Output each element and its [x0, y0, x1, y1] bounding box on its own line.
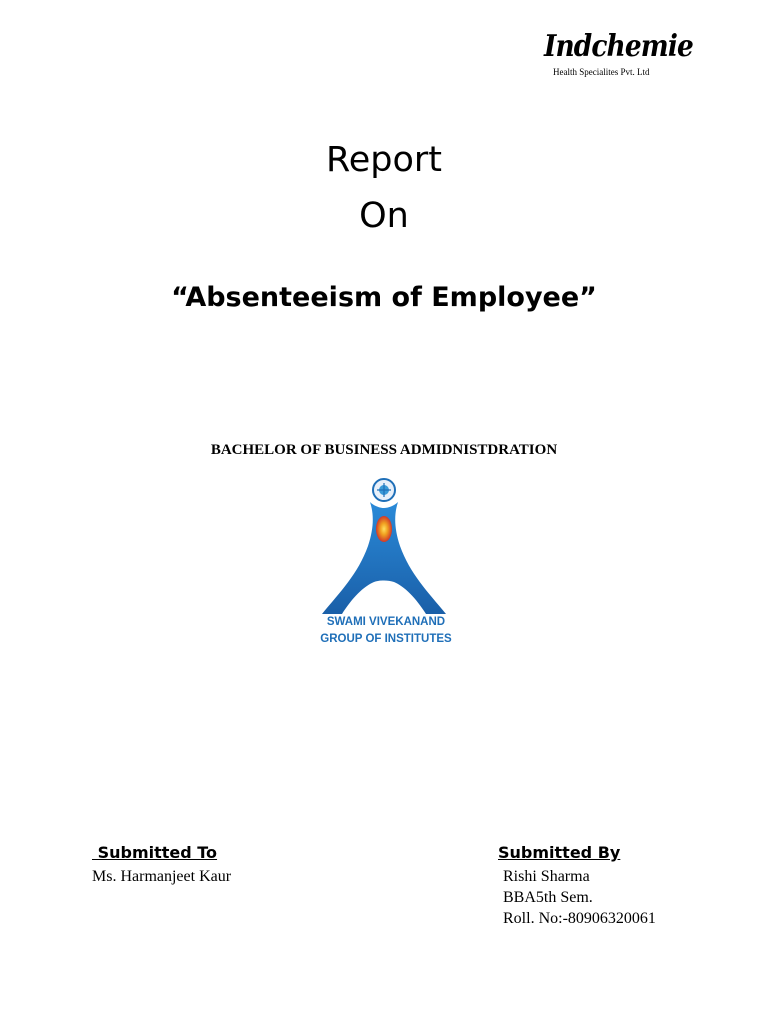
- submitted-by-roll-number: Roll. No:-80906320061: [503, 910, 656, 927]
- program-name: BACHELOR OF BUSINESS ADMIDNISTDRATION: [210, 442, 558, 458]
- submitted-by-name: Rishi Sharma: [503, 868, 590, 885]
- report-title: Report: [325, 140, 443, 180]
- submitted-by-heading: Submitted By: [498, 843, 621, 862]
- report-title-on: On: [359, 196, 409, 236]
- submitted-to-heading: Submitted To: [92, 843, 218, 862]
- arch-icon: [322, 502, 446, 614]
- company-logo: [540, 29, 693, 80]
- report-subject: “Absenteeism of Employee”: [171, 282, 597, 313]
- submitted-by-semester: BBA5th Sem.: [503, 889, 593, 906]
- globe-icon: [373, 479, 395, 501]
- institute-logo-line2: GROUP OF INSTITUTES: [320, 633, 452, 645]
- company-logo-name: Indchemie: [544, 29, 693, 64]
- institute-logo: [318, 474, 454, 652]
- submitted-to-name: Ms. Harmanjeet Kaur: [92, 868, 232, 885]
- institute-logo-line1: SWAMI VIVEKANAND: [326, 616, 446, 628]
- company-logo-tagline: Health Specialites Pvt. Ltd: [553, 67, 650, 77]
